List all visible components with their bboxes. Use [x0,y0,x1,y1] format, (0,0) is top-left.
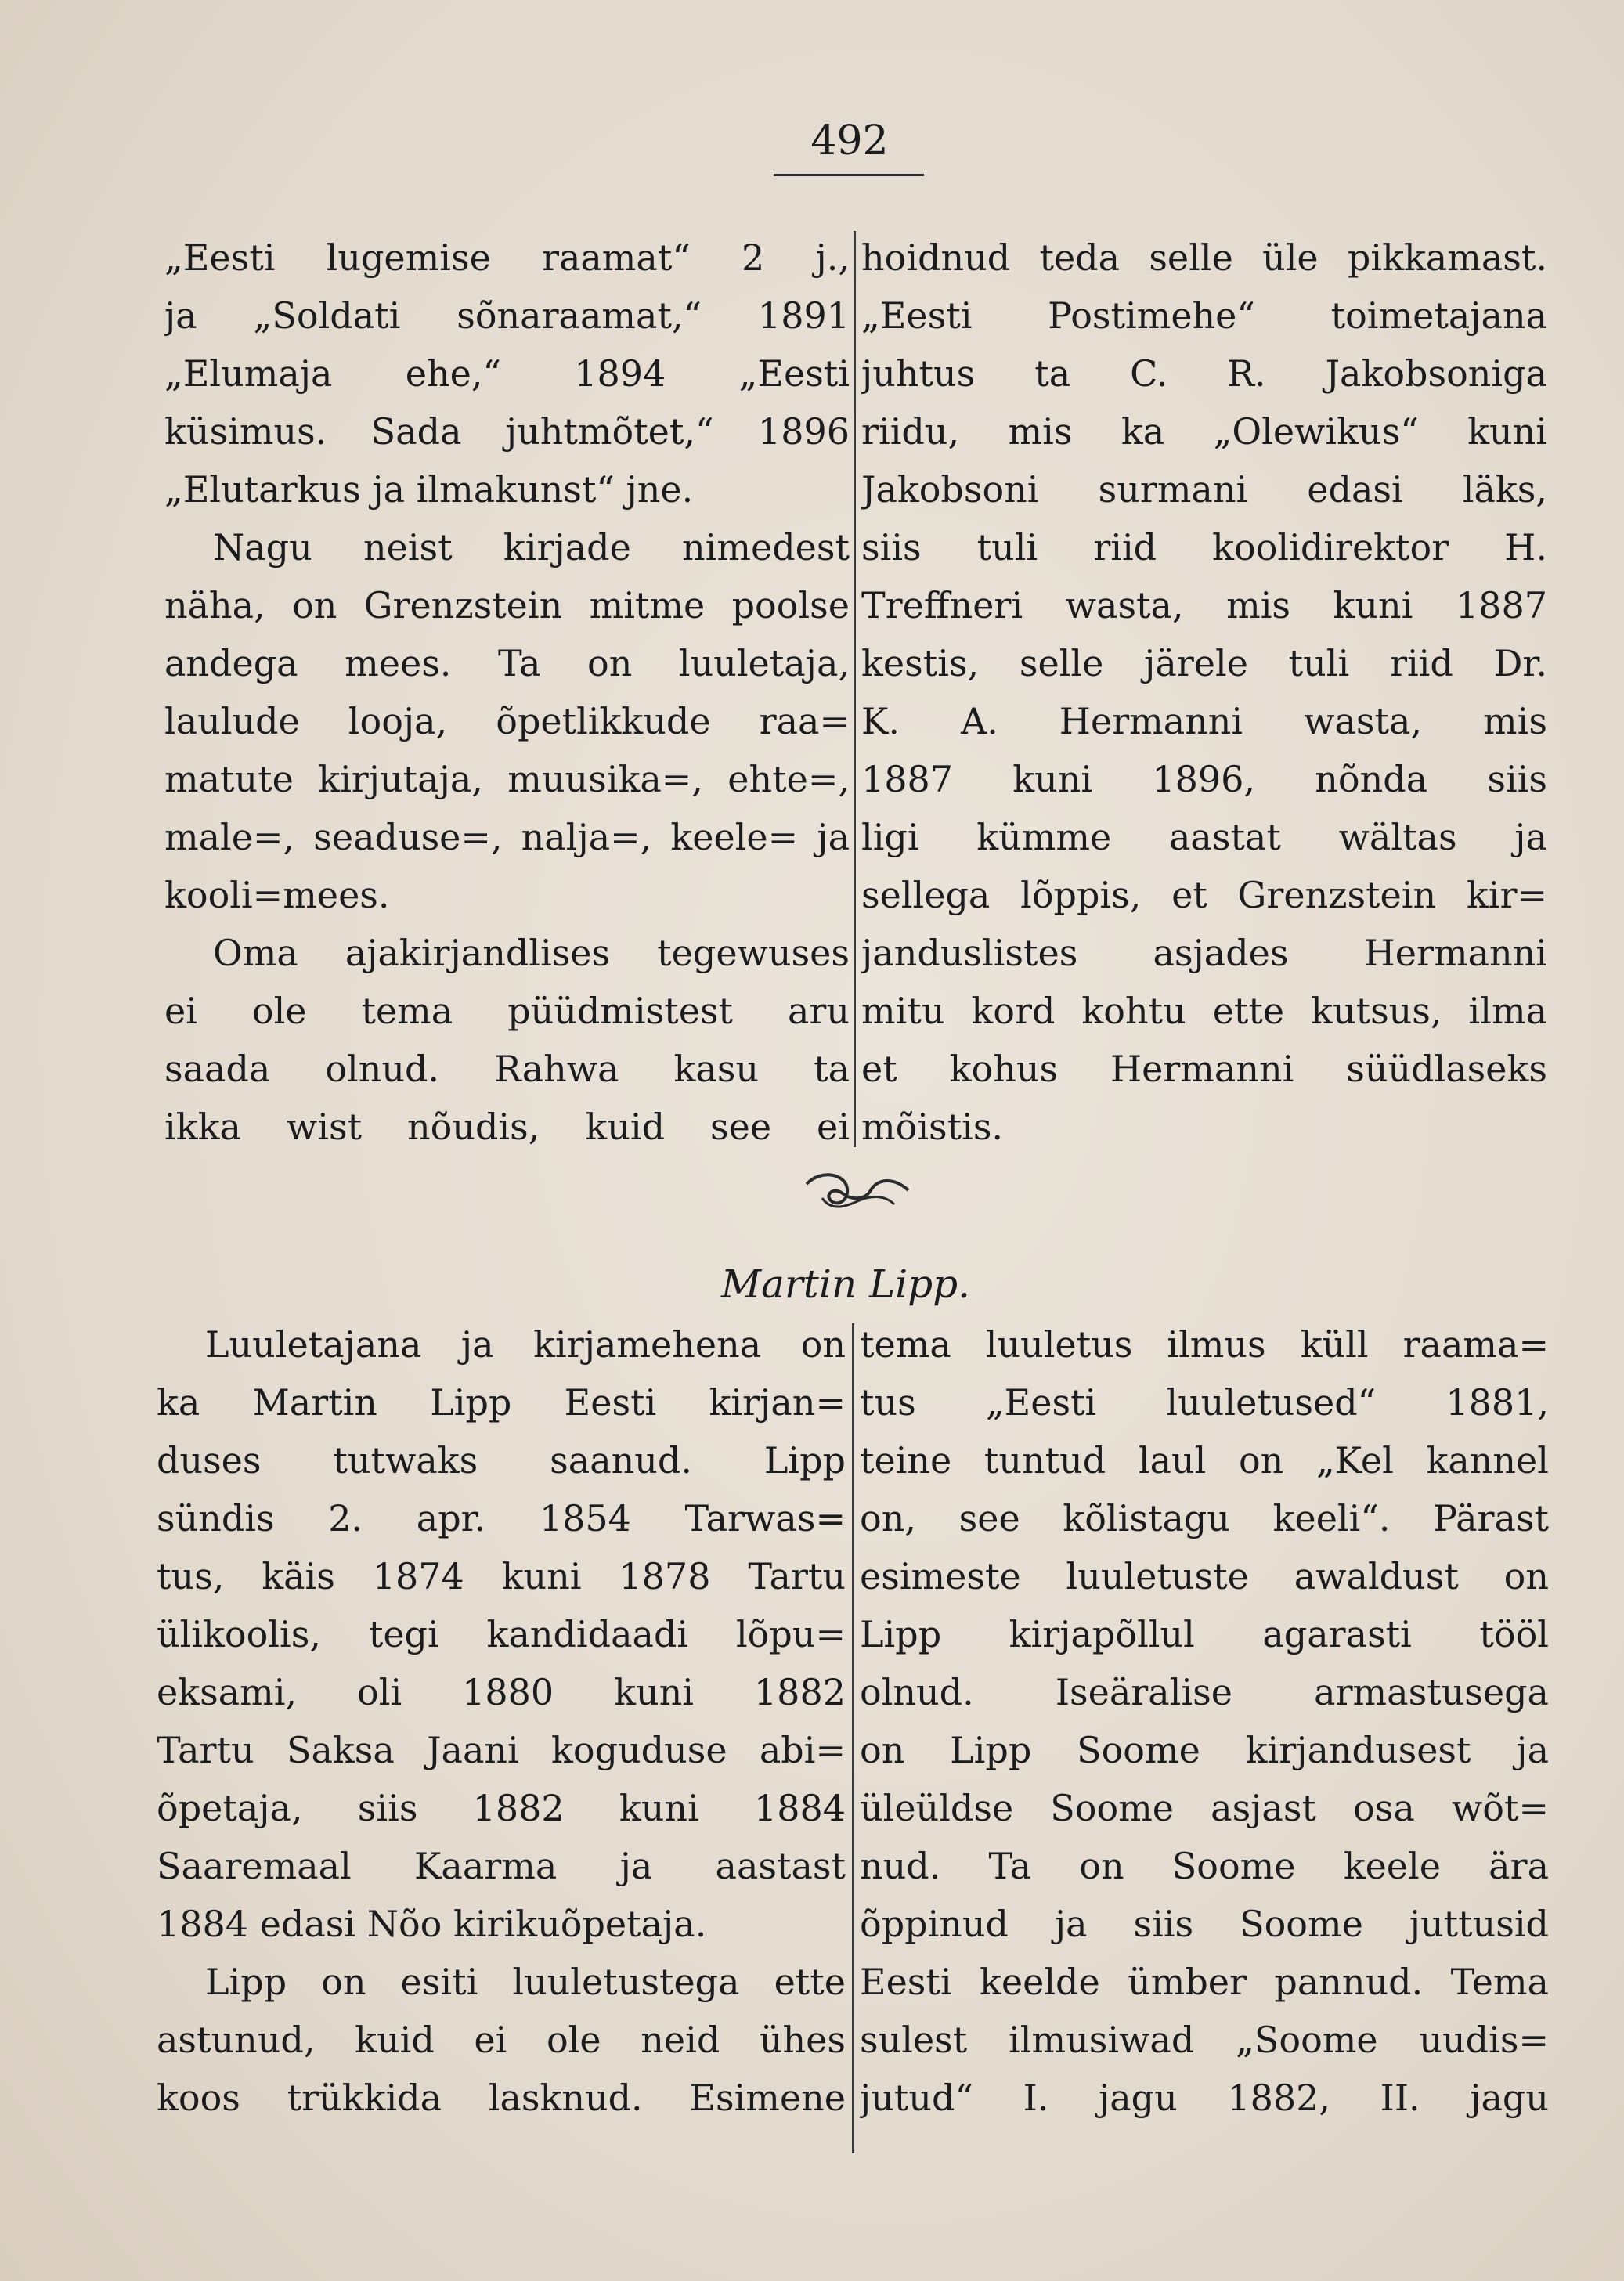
text-line: saada olnud. Rahwa kasu ta [164,1048,850,1090]
text-line: Eesti keelde ümber pannud. Tema [860,1961,1549,2003]
text-column-top-right [861,229,1547,1156]
text-line: janduslistes asjades Hermanni [861,932,1547,974]
text-line: Jakobsoni surmani edasi läks, [861,468,1547,511]
section-heading: Martin Lipp. [720,1261,971,1307]
text-line: sündis 2. apr. 1854 Tarwas= [157,1497,846,1539]
text-line: ja „Soldati sõnaraamat,“ 1891 [164,294,850,337]
ornament-divider [799,1167,916,1214]
text-line: nud. Ta on Soome keele ära [860,1845,1549,1887]
text-line: ei ole tema püüdmistest aru [164,990,850,1032]
text-line: Nagu neist kirjade nimedest [213,526,850,568]
text-line: üleüldse Soome asjast osa wõt= [860,1787,1549,1829]
text-line: kooli=mees. [164,874,390,916]
text-line: 1887 kuni 1896, nõnda siis [861,758,1547,800]
text-line: ligi kümme aastat wältas ja [861,816,1547,858]
text-line: Tartu Saksa Jaani koguduse abi= [157,1729,846,1771]
text-line: Treffneri wasta, mis kuni 1887 [861,584,1547,626]
text-line: 1884 edasi Nõo kirikuõpetaja. [157,1903,707,1945]
text-line: õppinud ja siis Soome juttusid [860,1903,1549,1945]
text-line: ikka wist nõudis, kuid see ei [164,1106,850,1148]
text-line: on, see kõlistagu keeli“. Pärast [860,1497,1549,1539]
text-line: koos trükkida lasknud. Esimene [157,2077,846,2119]
text-line: küsimus. Sada juhtmõtet,“ 1896 [164,410,850,453]
text-line: male=, seaduse=, nalja=, keele= ja [164,816,850,858]
text-line: olnud. Iseäralise armastusega [860,1671,1549,1713]
text-line: eksami, oli 1880 kuni 1882 [157,1671,846,1713]
text-column-bottom-right [860,1316,1549,2127]
text-line: K. A. Hermanni wasta, mis [861,700,1547,742]
text-line: tus „Eesti luuletused“ 1881, [860,1381,1549,1424]
text-line: mitu kord kohtu ette kutsus, ilma [861,990,1547,1032]
text-line: näha, on Grenzstein mitme poolse [164,584,850,626]
text-line: riidu, mis ka „Olewikus“ kuni [861,410,1547,453]
text-line: „Eesti lugemise raamat“ 2 j., [164,236,850,279]
text-line: on Lipp Soome kirjandusest ja [860,1729,1549,1771]
text-line: jutud“ I. jagu 1882, II. jagu [860,2077,1549,2119]
text-line: Saaremaal Kaarma ja aastast [157,1845,846,1887]
text-line: hoidnud teda selle üle pikkamast. [861,236,1547,279]
text-line: duses tutwaks saanud. Lipp [157,1439,846,1482]
text-line: matute kirjutaja, muusika=, ehte=, [164,758,850,800]
text-line: ka Martin Lipp Eesti kirjan= [157,1381,846,1424]
text-line: Lipp on esiti luuletustega ette [205,1961,846,2003]
text-line: astunud, kuid ei ole neid ühes [157,2019,846,2061]
text-line: kestis, selle järele tuli riid Dr. [861,642,1547,684]
text-line: Luuletajana ja kirjamehena on [205,1323,846,1366]
text-column-top-left [164,229,850,1156]
text-line: esimeste luuletuste awaldust on [860,1555,1549,1597]
text-line: „Elutarkus ja ilmakunst“ jne. [164,468,694,511]
text-line: „Elumaja ehe,“ 1894 „Eesti [164,352,850,395]
page-number-rule [774,174,924,176]
text-line: mõistis. [861,1106,1004,1148]
text-line: „Eesti Postimehe“ toimetajana [861,294,1547,337]
text-line: tus, käis 1874 kuni 1878 Tartu [157,1555,846,1597]
text-line: siis tuli riid koolidirektor H. [861,526,1547,568]
text-line: Lipp kirjapõllul agarasti tööl [860,1613,1549,1655]
text-line: ülikoolis, tegi kandidaadi lõpu= [157,1613,846,1655]
text-line: teine tuntud laul on „Kel kannel [860,1439,1549,1482]
text-line: juhtus ta C. R. Jakobsoniga [861,352,1547,395]
text-line: sellega lõppis, et Grenzstein kir= [861,874,1547,916]
page-number: 492 [810,117,889,164]
text-line: sulest ilmusiwad „Soome uudis= [860,2019,1549,2061]
text-line: tema luuletus ilmus küll raama= [860,1323,1549,1366]
text-line: et kohus Hermanni süüdlaseks [861,1048,1547,1090]
column-divider [852,1323,854,2153]
text-line: laulude looja, õpetlikkude raa= [164,700,850,742]
text-line: õpetaja, siis 1882 kuni 1884 [157,1787,846,1829]
column-divider [854,231,856,1147]
text-line: Oma ajakirjandlises tegewuses [213,932,850,974]
text-column-bottom-left [157,1316,846,2127]
text-line: andega mees. Ta on luuletaja, [164,642,850,684]
